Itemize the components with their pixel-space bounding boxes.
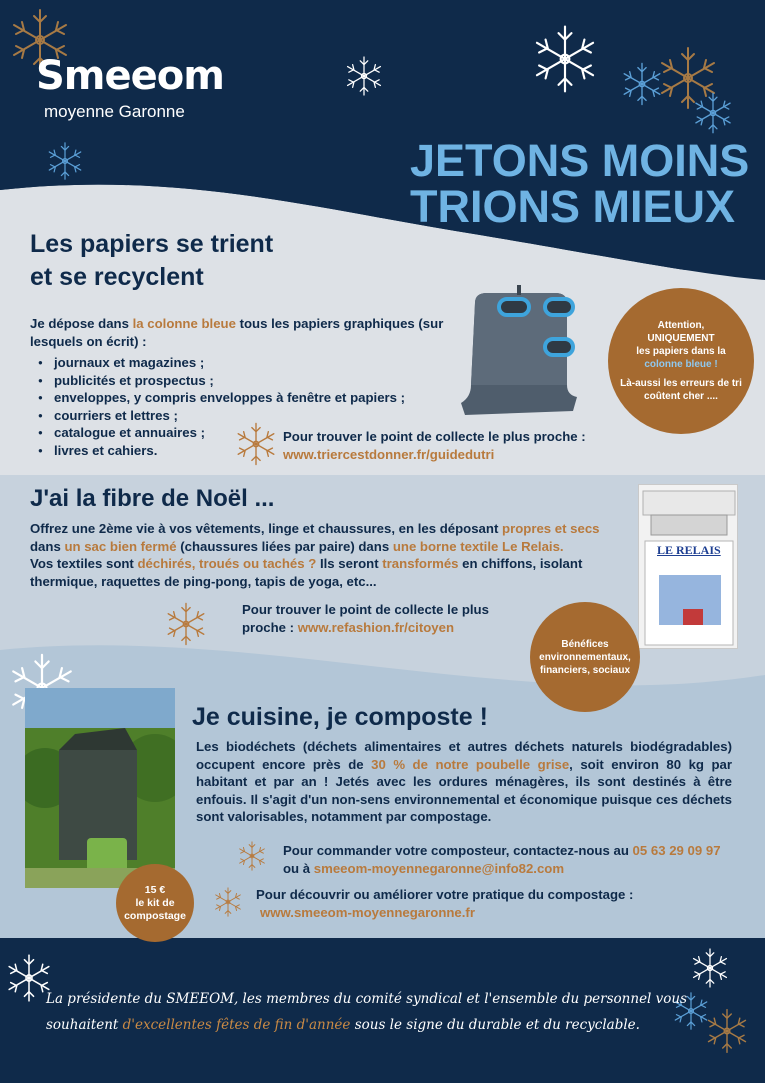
compost-order-line-1 xyxy=(283,842,743,860)
footer-highlight: d'excellentes fêtes de fin d'année xyxy=(122,1017,351,1033)
attention-line-2: UNIQUEMENT xyxy=(647,333,715,344)
compost-order-line-2 xyxy=(283,860,743,878)
compost-order-text: ou à xyxy=(283,860,314,876)
relais-label: LE RELAIS xyxy=(657,543,721,557)
textile-text: Offrez une 2ème vie à vos vêtements, linge et chaussures, en les déposant xyxy=(30,521,503,536)
list-item: ● courriers et lettres ; xyxy=(38,407,458,425)
list-item: ● catalogue et annuaires ; xyxy=(38,424,458,442)
paper-column-image xyxy=(455,285,585,417)
kit-price-badge xyxy=(116,864,194,942)
textile-collect-text: Pour trouver le point de collecte le plus proche : xyxy=(242,602,489,635)
list-item: ● enveloppes, y compris enveloppes à fenêtre et papiers ; xyxy=(38,389,458,407)
paper-collect-text: Pour trouver le point de collecte le plus proche : xyxy=(283,429,586,444)
snowflake-icon xyxy=(42,138,88,184)
attention-line-5: Là-aussi les erreurs de tri coûtent cher .... xyxy=(620,378,742,402)
snowflake-icon xyxy=(210,884,246,920)
compost-section-title: Je cuisine, je composte ! xyxy=(192,703,488,731)
footer-text-end: sous le signe du durable et du recyclable. xyxy=(350,1017,640,1033)
compost-discover-text: Pour découvrir ou améliorer votre pratique du compostage : xyxy=(256,887,634,902)
attention-line-4: colonne bleue ! xyxy=(644,359,718,370)
compost-text: Les biodéchets (déchets alimentaires et autres déchets naturels biodégradables) occupent encore près de xyxy=(196,739,732,772)
footer-text: La présidente du SMEEOM, les membres du comité syndical et l'ensemble du personnel vous souhaitent xyxy=(46,991,688,1033)
textile-text: dans xyxy=(30,538,65,554)
textile-text: Ils seront xyxy=(316,556,383,571)
snowflake-icon xyxy=(234,838,270,874)
textile-collect-info xyxy=(242,601,532,636)
paper-intro-highlight: la colonne bleue xyxy=(132,316,236,331)
brand-subtitle: moyenne Garonne xyxy=(44,102,185,121)
compost-discover-info xyxy=(256,886,716,921)
benefits-badge xyxy=(530,602,640,712)
snowflake-icon xyxy=(686,944,734,992)
snowflake-icon xyxy=(524,18,606,100)
textile-text: (chaussures liées par paire) dans xyxy=(176,538,393,554)
list-item: ● journaux et magazines ; xyxy=(38,354,458,372)
composter-image xyxy=(25,688,175,888)
brand-name: Smeeom xyxy=(36,53,224,99)
compost-highlight: 30 % de notre poubelle grise xyxy=(371,756,570,772)
list-item: ● publicités et prospectus ; xyxy=(38,372,458,390)
paper-intro xyxy=(30,315,450,350)
compost-phone[interactable]: 05 63 29 09 97 xyxy=(632,843,721,858)
benefits-text: Bénéfices environnementaux, financiers, sociaux xyxy=(539,638,631,676)
textile-paragraph-1 xyxy=(30,520,630,555)
snowflake-icon xyxy=(160,598,212,650)
compost-text: , soit environ 80 kg par habitant et par an ! Jetés avec les ordures ménagères, ils sont destinés à être enfouis. Il s'agit d'un non-sens environnemental et économique puisque ces déchets sont valorisables, notamment par compostage. xyxy=(196,756,733,824)
compost-paragraph xyxy=(196,738,732,826)
page-headline xyxy=(410,135,750,232)
compost-discover-link[interactable]: www.smeeom-moyennegaronne.fr xyxy=(260,904,475,920)
textile-section-title: J'ai la fibre de Noël ... xyxy=(30,485,275,512)
paper-intro-text: Je dépose dans xyxy=(30,316,133,331)
textile-highlight: propres et secs xyxy=(502,521,600,536)
paper-title-line-2: et se recyclent xyxy=(30,263,204,291)
paper-intro-text-end: tous les papiers graphiques (sur lesquels on écrit) : xyxy=(30,316,444,349)
textile-highlight: un sac bien fermé xyxy=(64,538,177,554)
snowflake-icon xyxy=(340,52,388,100)
headline-line-2: TRIONS MIEUX xyxy=(410,181,736,232)
textile-text: Vos textiles sont xyxy=(30,556,138,571)
attention-badge xyxy=(608,288,754,434)
textile-collect-link[interactable]: www.refashion.fr/citoyen xyxy=(297,619,455,635)
compost-order-info xyxy=(283,842,743,877)
textile-highlight: déchirés, troués ou tachés ? xyxy=(137,556,317,571)
textile-paragraph xyxy=(30,520,630,590)
brand-logo xyxy=(36,52,224,122)
attention-line-3: les papiers dans la xyxy=(636,346,726,357)
relais-bin-image xyxy=(638,484,738,649)
textile-highlight: transformés xyxy=(382,556,459,571)
headline-line-1: JETONS MOINS xyxy=(410,135,750,186)
textile-text: en chiffons, isolant thermique, raquettes de ping-pong, tapis de yoga, etc... xyxy=(30,556,583,589)
paper-collect-link[interactable]: www.triercestdonner.fr/guidedutri xyxy=(283,446,495,462)
snowflake-icon xyxy=(688,88,738,138)
textile-paragraph-2 xyxy=(30,555,630,590)
paper-title-line-1: Les papiers se trient xyxy=(30,230,274,258)
kit-price: 15 € xyxy=(144,883,166,896)
list-item: ● livres et cahiers. xyxy=(38,442,458,460)
attention-line-1: Attention, xyxy=(657,320,705,331)
compost-order-text: Pour commander votre composteur, contactez-nous au xyxy=(283,843,633,858)
paper-section-title xyxy=(30,228,330,294)
paper-collect-info xyxy=(283,428,623,463)
footer-greeting xyxy=(46,986,726,1038)
compost-email[interactable]: smeeom-moyennegaronne@info82.com xyxy=(313,860,565,876)
textile-highlight: une borne textile Le Relais. xyxy=(392,538,564,554)
kit-label: le kit de compostage xyxy=(124,896,186,922)
